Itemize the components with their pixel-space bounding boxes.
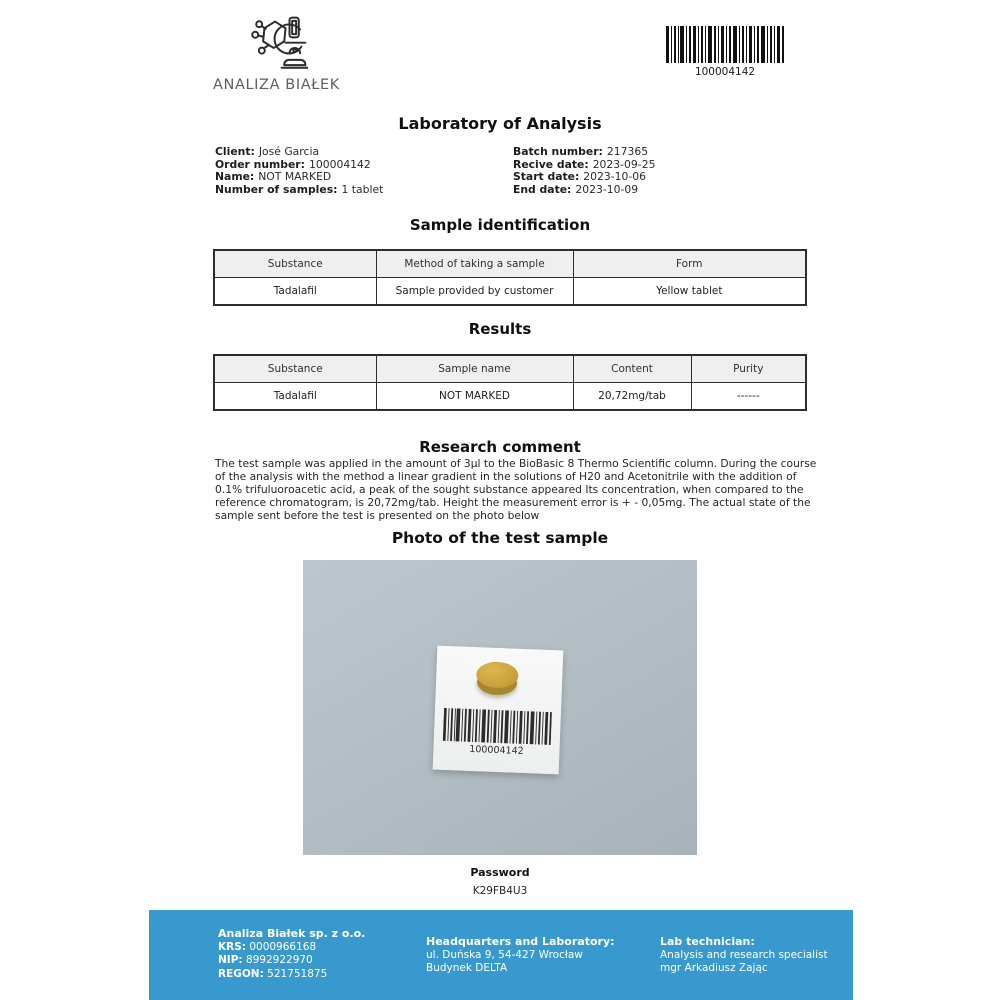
- cell-method: Sample provided by customer: [376, 278, 573, 306]
- batch-info-block: [513, 146, 655, 197]
- end-date-value: 2023-10-09: [575, 183, 639, 197]
- receive-date-label: Recive date:: [513, 157, 589, 171]
- headquarters-building: Budynek DELTA: [426, 962, 508, 974]
- footer-regon-row: [218, 968, 365, 982]
- client-value: José Garcia: [258, 145, 320, 158]
- page-title: Laboratory of Analysis: [398, 114, 602, 133]
- cell-sample-name: NOT MARKED: [376, 383, 573, 411]
- password-label: Password: [470, 866, 530, 879]
- cell-substance: Tadalafil: [214, 278, 376, 306]
- headquarters-title: Headquarters and Laboratory:: [426, 935, 615, 948]
- cell-purity: ------: [691, 383, 806, 411]
- batch-value: 217365: [606, 145, 649, 158]
- footer-krs-row: [218, 941, 365, 955]
- photo-heading: Photo of the test sample: [391, 529, 609, 547]
- regon-label: REGON:: [218, 967, 264, 980]
- sample-photo: [303, 560, 697, 855]
- table-row: [214, 383, 806, 411]
- footer-technician-block: [660, 935, 828, 976]
- nip-label: NIP:: [218, 954, 243, 966]
- research-comment-text: The test sample was applied in the amount of 3µl to the BioBasic 8 Thermo Scientific column. During the course of the analysis with the method a linear gradient in the solutions of H20 and Acetonitrile with the addition of 0.1% trifuluoroacetic acid, a peak of the sought substance appeared Its concentration, when compared to the reference chromatogram, is 20,72mg/tab. Height the measurement error is + - 0,05mg. The actual state of the sample sent before the test is presented on the photo below: [215, 457, 817, 522]
- sample-identification-table: [213, 249, 807, 306]
- col-method: Method of taking a sample: [376, 250, 573, 278]
- name-label: Name:: [215, 170, 255, 184]
- col-form: Form: [573, 250, 806, 278]
- batch-label: Batch number:: [513, 145, 603, 158]
- krs-label: KRS:: [218, 940, 246, 953]
- company-logo: [213, 13, 340, 93]
- cell-form: Yellow tablet: [573, 278, 806, 306]
- footer-company-name: Analiza Białek sp. z o.o.: [218, 927, 366, 940]
- card-barcode-icon: [443, 708, 552, 745]
- footer-nip-row: [218, 954, 365, 968]
- regon-value: 521751875: [267, 967, 328, 980]
- technician-title: Lab technician:: [660, 935, 755, 948]
- col-substance: Substance: [214, 250, 376, 278]
- nip-value: 8992922970: [245, 954, 313, 966]
- table-header-row: [214, 355, 806, 383]
- order-barcode-number: 100004142: [694, 66, 756, 78]
- sample-card: [433, 646, 564, 775]
- col-content: Content: [573, 355, 691, 383]
- technician-name: mgr Arkadiusz Zając: [660, 962, 768, 974]
- client-label: Client:: [215, 145, 255, 158]
- molecule-microscope-icon: [242, 13, 308, 75]
- order-number-label: Order number:: [215, 157, 305, 171]
- info-row-samples: [215, 184, 383, 197]
- info-row-end-date: [513, 184, 655, 197]
- footer-headquarters-block: [426, 935, 615, 976]
- password-value: K29FB4U3: [472, 885, 528, 897]
- yellow-tablet: [476, 661, 519, 697]
- company-name-text: ANALIZA BIAŁEK: [213, 77, 340, 93]
- card-barcode-number: 100004142: [469, 743, 524, 758]
- start-date-label: Start date:: [513, 170, 580, 184]
- results-table: [213, 354, 807, 411]
- table-row: [214, 278, 806, 306]
- technician-role: Analysis and research specialist: [660, 948, 828, 961]
- results-heading: Results: [468, 320, 532, 338]
- col-sample-name: Sample name: [376, 355, 573, 383]
- footer-company-block: [218, 927, 365, 981]
- sample-identification-heading: Sample identification: [409, 216, 591, 234]
- client-info-block: [215, 146, 383, 197]
- col-purity: Purity: [691, 355, 806, 383]
- table-header-row: [214, 250, 806, 278]
- order-number-value: 100004142: [308, 157, 371, 171]
- receive-date-value: 2023-09-25: [592, 157, 656, 171]
- end-date-label: End date:: [513, 183, 572, 197]
- krs-value: 0000966168: [249, 940, 317, 953]
- barcode-icon: [666, 26, 784, 63]
- col-substance: Substance: [214, 355, 376, 383]
- cell-substance: Tadalafil: [214, 383, 376, 411]
- start-date-value: 2023-10-06: [583, 170, 647, 184]
- name-value: NOT MARKED: [258, 170, 332, 184]
- headquarters-address: ul. Duńska 9, 54-427 Wrocław: [426, 948, 583, 961]
- samples-value: 1 tablet: [341, 183, 384, 197]
- cell-content: 20,72mg/tab: [573, 383, 691, 411]
- research-comment-heading: Research comment: [419, 438, 581, 456]
- order-barcode: [666, 26, 784, 78]
- samples-label: Number of samples:: [215, 183, 338, 197]
- footer: [149, 910, 853, 1000]
